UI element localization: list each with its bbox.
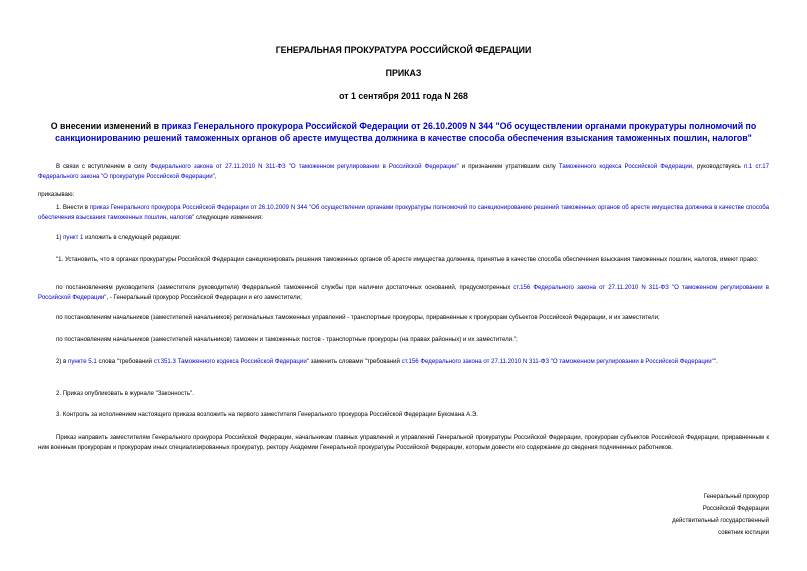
item-1-text-1: 1. Внести в xyxy=(56,204,90,211)
item-1 xyxy=(38,203,769,223)
item-1-link[interactable]: приказ Генерального прокурора Российской Федерации от 26.10.2009 N 344 "Об осуществлении органами прокуратуры полномочий по санкционированию решений таможенных органов об аресте имущества должника в качестве способа обеспечения взыскания таможенных пошлин, налогов" xyxy=(38,204,769,221)
item-2: 2. Приказ опубликовать в журнале "Законность". xyxy=(56,390,194,397)
quote-2-text-2: , - Генеральный прокурор Российской Федерации и его заместители; xyxy=(106,294,302,301)
preamble-text-3: , руководствуясь xyxy=(692,163,744,170)
item-1-1-text-2: изложить в следующей редакции: xyxy=(83,234,181,241)
item-1-1 xyxy=(38,233,769,243)
date-number: от 1 сентября 2011 года N 268 xyxy=(339,91,468,101)
closing-paragraph: Приказ направить заместителям Генерального прокурора Российской Федерации, начальникам главных управлений и управлений Генеральной прокуратуры Российской Федерации, прокурорам субъектов Российской Федерации, приравненным к ним военным прокурорам и прокурорам иных специализированных прокуратур, ректору Академии Генеральной прокуратуры Российской Федерации, которым довести его содержание до сведения подчиненных работников. xyxy=(38,434,769,451)
item-1-2-text-3: " заменить словами "требований xyxy=(306,358,402,365)
agency-title: ГЕНЕРАЛЬНАЯ ПРОКУРАТУРА РОССИЙСКОЙ ФЕДЕРАЦИИ xyxy=(275,45,532,55)
subject-prefix: О внесении изменений в xyxy=(50,121,162,131)
item-1-1-link[interactable]: пункт 1 xyxy=(63,234,84,241)
item-1-text-2: следующие изменения: xyxy=(194,214,263,221)
preamble-text-4: , xyxy=(214,173,217,180)
preamble-link-law[interactable]: Федерального закона от 27.11.2010 N 311-ФЗ "О таможенном регулировании в Российской Федерации" xyxy=(150,163,459,170)
document-type: ПРИКАЗ xyxy=(385,68,422,78)
order-word: приказываю: xyxy=(38,191,75,198)
preamble xyxy=(38,162,769,182)
item-1-2-link-point[interactable]: пункте 5.1 xyxy=(68,358,97,365)
quote-paragraph-4: по постановлениям начальников (заместителей начальников) таможен и таможенных постов - транспортные прокуроры (на правах районных) и их заместители."; xyxy=(56,336,518,343)
item-1-2-text-4: ". xyxy=(713,358,718,365)
signature-line-1: Генеральный прокурор xyxy=(703,493,769,500)
item-1-2-text-1: 2) в xyxy=(56,358,69,365)
item-1-2 xyxy=(38,357,769,367)
quote-2-link[interactable]: ст.156 Федерального закона от 27.11.2010 N 311-ФЗ "О таможенном регулировании в Российской Федерации" xyxy=(38,284,769,301)
item-1-1-text-1: 1) xyxy=(56,234,64,241)
quote-paragraph-1: "1. Установить, что в органах прокуратуры Российской Федерации санкционировать решения таможенных органов об аресте имущества должника, принятые в качестве способа обеспечения взыскания таможенных пошлин, налогов, имеют право: xyxy=(56,256,759,263)
signature-line-3: действительный государственный xyxy=(672,517,769,524)
quote-2-text-1: по постановлениям руководителя (заместителя руководителя) Федеральной таможенной службы при наличии достаточных оснований, предусмотренных xyxy=(56,284,514,291)
quote-paragraph-3: по постановлениям начальников (заместителей начальников) региональных таможенных управлений - транспортные прокуроры, приравненные к прокурорам субъектов Российской Федерации, и их заместители; xyxy=(56,314,660,321)
preamble-link-prosecutor-law[interactable]: п.1 ст.17 Федерального закона "О прокуратуре Российской Федерации" xyxy=(38,163,769,180)
signature-block xyxy=(569,491,769,539)
item-1-2-link-old-code[interactable]: ст.351.3 Таможенного кодекса Российской Федерации xyxy=(153,358,307,365)
signature-line-4: советник юстиции xyxy=(718,529,769,536)
item-3: 3. Контроль за исполнением настоящего приказа возложить на первого заместителя Генерального прокурора Российской Федерации Буксмана А.Э. xyxy=(56,411,479,418)
preamble-link-code[interactable]: Таможенного кодекса Российской Федерации xyxy=(558,163,693,170)
subject-link[interactable]: приказ Генерального прокурора Российской Федерации от 26.10.2009 N 344 "Об осуществлении органами прокуратуры полномочий по санкционированию решений таможенных органов об аресте имущества должника в качестве способа обеспечения взыскания таможенных пошлин, налогов" xyxy=(55,121,757,143)
quote-paragraph-2 xyxy=(38,283,769,303)
signature-line-2: Российской Федерации xyxy=(702,505,769,512)
item-1-2-text-2: слова "требований xyxy=(96,358,154,365)
document-subject xyxy=(38,120,769,144)
item-1-2-link-new-law[interactable]: ст.156 Федерального закона от 27.11.2010 N 311-ФЗ "О таможенном регулировании в Российской Федерации" xyxy=(401,358,714,365)
preamble-text-2: и признанием утратившим силу xyxy=(458,163,559,170)
preamble-text-1: В связи с вступлением в силу xyxy=(56,163,151,170)
